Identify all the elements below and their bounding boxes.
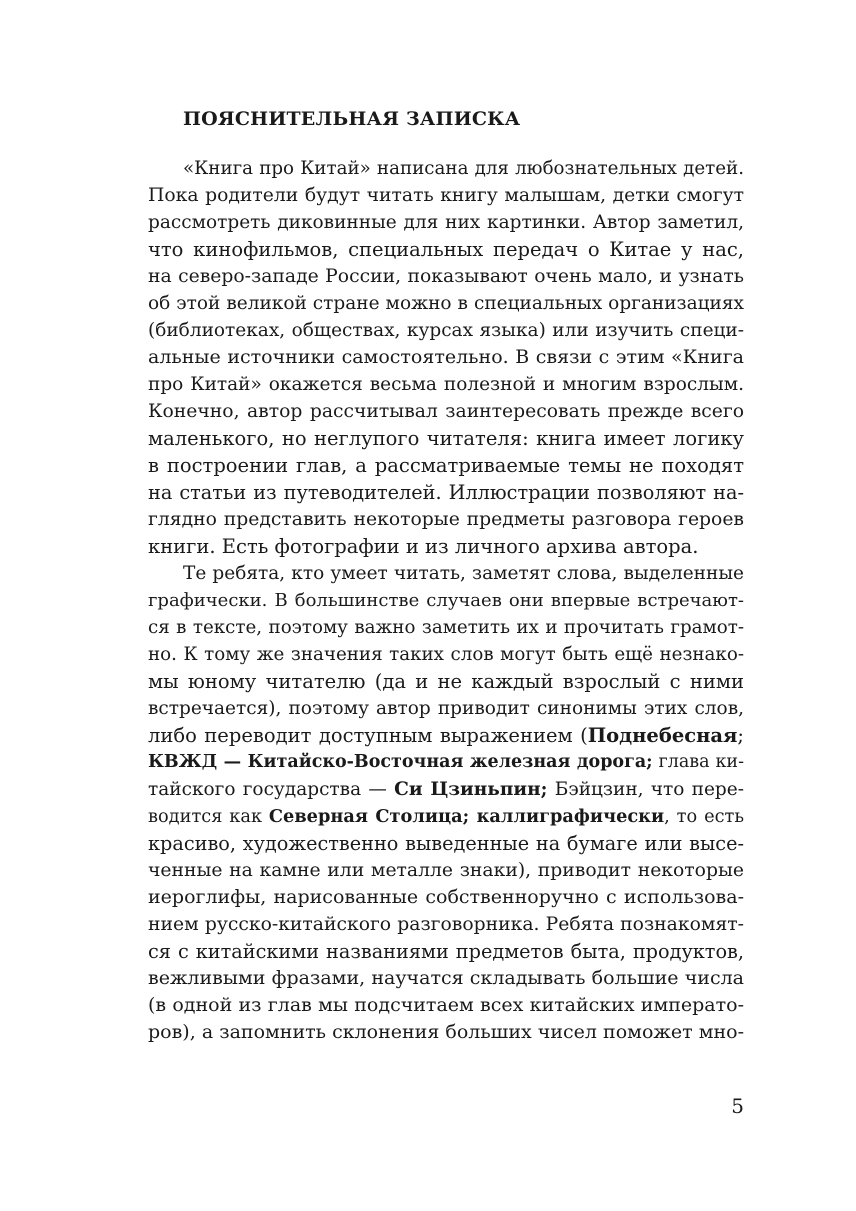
text-line: Конечно, автор рассчитывал заинтересовать прежде всего <box>148 401 744 422</box>
highlighted-term: Поднебесная <box>587 724 738 747</box>
text-line <box>148 803 744 830</box>
text-segment: тайского государства — <box>148 779 395 800</box>
text-segment: ; <box>737 724 744 747</box>
text-line: вежливыми фразами, научатся складывать большие числа <box>148 967 744 989</box>
text-line: (в одной из глав мы подсчитаем всех китайских императо- <box>148 994 744 1016</box>
text-line: нием русско-китайского разговорника. Ребята познакомят- <box>148 914 744 935</box>
text-line: маленького, но неглупого читателя: книга имеет логику <box>148 427 744 450</box>
text-line: альные источники самостоятельно. В связи с этим «Книга <box>148 346 744 368</box>
text-line: в построении глав, а рассматриваемые темы не походят <box>148 454 744 477</box>
text-line: графически. В большинстве случаев они впервые встречают- <box>148 590 744 611</box>
text-line: мы юному читателю (да и не каждый взрослый с ними <box>148 670 744 693</box>
text-line <box>148 722 744 749</box>
text-line: Пока родители будут читать книгу малышам, детки смогут <box>148 185 744 206</box>
text-line: книги. Есть фотографии и из личного архива автора. <box>148 535 699 558</box>
body-text <box>148 155 744 1046</box>
highlighted-term: Си Цзиньпин; <box>394 779 548 800</box>
text-line: об этой великой стране можно в специальных организациях <box>148 293 744 314</box>
text-segment: либо переводит доступным выражением ( <box>148 724 588 747</box>
text-line: ченные на камне или металле знаки), приводит некоторые <box>148 860 744 881</box>
text-line: иероглифы, нарисованные собственноручно с использова- <box>148 886 744 908</box>
text-line <box>148 749 744 776</box>
highlighted-term: КВЖД — Китайско-Восточная железная дорога; <box>148 752 653 772</box>
text-line: про Китай» окажется весьма полезной и многим взрослым. <box>148 374 744 395</box>
text-line: красиво, художественно выведенные на бумаге или высе- <box>148 832 744 855</box>
text-segment: Бэйцзин, что пере- <box>547 779 744 800</box>
page-title: ПОЯСНИТЕЛЬНАЯ ЗАПИСКА <box>183 108 521 130</box>
text-line: но. К тому же значения таких слов могут быть ещё незнако- <box>148 644 744 665</box>
text-line: «Книга про Китай» написана для любознательных детей. <box>183 158 744 179</box>
text-segment: водится как <box>148 807 269 827</box>
text-line: что кинофильмов, специальных передач о Китае у нас, <box>148 238 744 261</box>
text-line: ся в тексте, поэтому важно заметить их и прочитать грамот- <box>148 617 744 638</box>
text-line: встречается), поэтому автор приводит синонимы этих слов, <box>148 698 744 719</box>
page-number: 5 <box>731 1094 744 1118</box>
text-line <box>148 776 744 803</box>
text-line: ся с китайскими названиями предметов быта, продуктов, <box>148 940 744 963</box>
text-line: глядно представить некоторые предметы разговора героев <box>148 509 744 530</box>
text-line: на статьи из путеводителей. Иллюстрации позволяют на- <box>148 481 744 504</box>
text-segment: глава ки- <box>652 752 744 772</box>
text-line: (библиотеках, обществах, курсах языка) или изучить специ- <box>148 320 744 341</box>
text-line: Те ребята, кто умеет читать, заметят слова, выделенные <box>183 563 744 584</box>
text-line: ров), а запомнить склонения больших чисел поможет мно- <box>148 1021 744 1043</box>
text-segment: , то есть <box>664 807 744 827</box>
text-line: на северо-западе России, показывают очень мало, и узнать <box>148 266 744 287</box>
highlighted-term: Северная Столица; каллиграфически <box>268 806 665 827</box>
text-line: рассмотреть диковинные для них картинки. Автор заметил, <box>148 212 744 233</box>
